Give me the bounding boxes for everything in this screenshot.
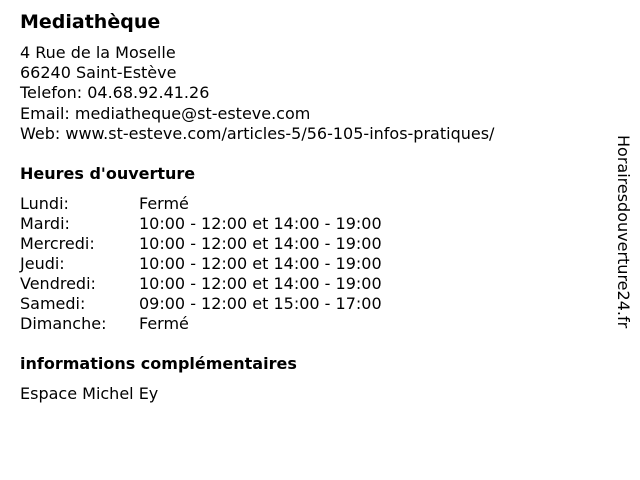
day-label: Mercredi:	[20, 234, 95, 253]
time-value: 09:00 - 12:00 et 15:00 - 17:00	[139, 294, 382, 313]
time-value: 10:00 - 12:00 et 14:00 - 19:00	[139, 254, 382, 273]
city-postal: 66240 Saint-Estève	[20, 63, 177, 83]
hours-row-monday	[20, 194, 440, 214]
extra-info-heading: informations complémentaires	[20, 354, 297, 373]
day-label: Dimanche:	[20, 314, 107, 333]
page-title: Mediathèque	[20, 11, 161, 33]
address-block	[20, 43, 494, 144]
hours-row-sunday	[20, 314, 440, 334]
day-label: Vendredi:	[20, 274, 96, 293]
extra-info-text: Espace Michel Ey	[20, 384, 159, 403]
street-address: 4 Rue de la Moselle	[20, 43, 176, 62]
day-label: Jeudi:	[20, 254, 65, 273]
hours-row-wednesday	[20, 234, 440, 254]
time-value: Fermé	[139, 314, 189, 333]
site-watermark: Horairesdouverture24.fr	[614, 135, 633, 329]
day-label: Samedi:	[20, 294, 86, 313]
website-url: Web: www.st-esteve.com/articles-5/56-105-infos-pratiques/	[20, 123, 495, 143]
phone-number: Telefon: 04.68.92.41.26	[20, 83, 210, 103]
hours-row-friday	[20, 274, 440, 294]
time-value: 10:00 - 12:00 et 14:00 - 19:00	[139, 274, 382, 293]
hours-row-saturday	[20, 294, 440, 314]
time-value: 10:00 - 12:00 et 14:00 - 19:00	[139, 214, 382, 233]
hours-heading: Heures d'ouverture	[20, 164, 196, 183]
day-label: Mardi:	[20, 214, 70, 233]
hours-row-thursday	[20, 254, 440, 274]
hours-table	[20, 194, 440, 334]
email-address: Email: mediatheque@st-esteve.com	[20, 103, 311, 123]
time-value: Fermé	[139, 194, 189, 213]
time-value: 10:00 - 12:00 et 14:00 - 19:00	[139, 234, 382, 253]
hours-row-tuesday	[20, 214, 440, 234]
day-label: Lundi:	[20, 194, 69, 213]
